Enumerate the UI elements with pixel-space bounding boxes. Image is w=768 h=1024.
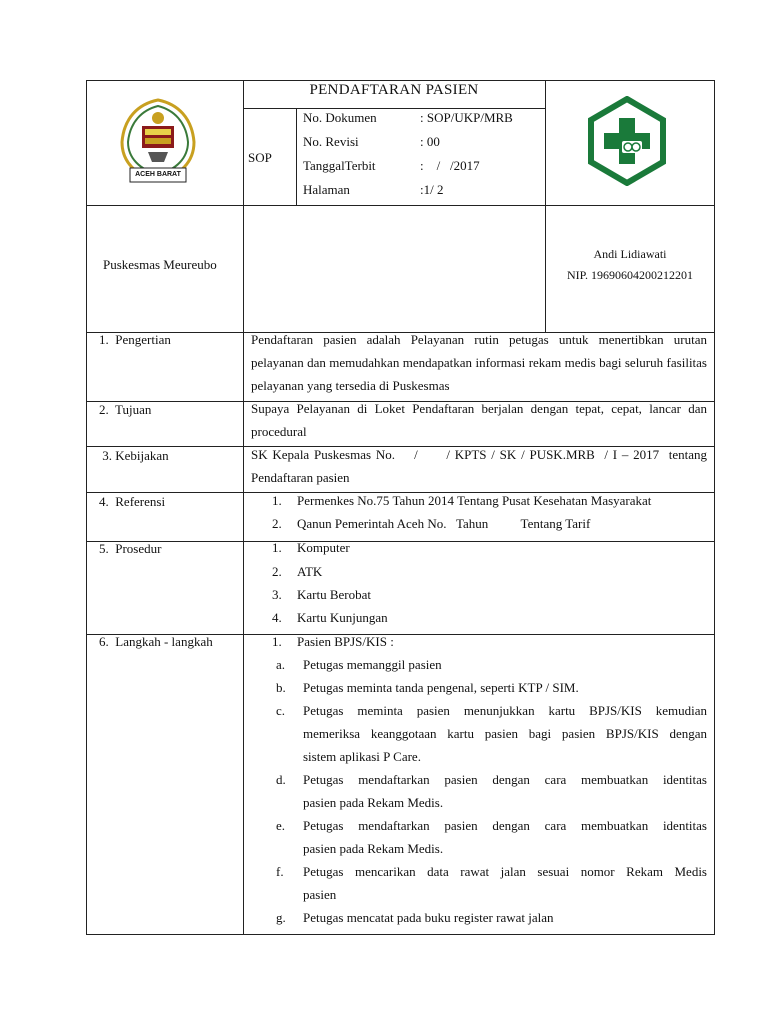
section-label-referensi: 4. Referensi: [99, 494, 166, 509]
emblem-caption: ACEH BARAT: [135, 171, 181, 178]
institution-name: Puskesmas Meureubo: [103, 257, 217, 272]
step-line: Petugas mendaftarkan pasien dengan cara membuatkan identitas: [303, 772, 707, 787]
list-item-number: 4.: [272, 610, 282, 625]
list-item-number: 3.: [272, 587, 282, 602]
section-label-pengertian: 1. Pengertian: [99, 332, 171, 347]
list-item: Qanun Pemerintah Aceh No. Tahun Tentang Tarif: [297, 516, 591, 531]
step-letter: b.: [276, 680, 286, 695]
step-line: Petugas memanggil pasien: [303, 657, 442, 672]
step-line: pasien: [303, 887, 337, 902]
list-item-number: 1.: [272, 540, 282, 555]
step-line: Petugas meminta tanda pengenal, seperti KTP / SIM.: [303, 680, 579, 695]
meta-value: : / /2017: [420, 158, 480, 173]
list-item-number: 1.: [272, 493, 282, 508]
list-item-number: 1.: [272, 634, 282, 649]
meta-label: TanggalTerbit: [303, 158, 376, 173]
signer-name: Andi Lidiawati: [593, 247, 667, 261]
step-line: Petugas meminta pasien menunjukkan kartu BPJS/KIS kemudian: [303, 703, 707, 718]
step-letter: f.: [276, 864, 284, 879]
step-line: Petugas mencatat pada buku register rawat jalan: [303, 910, 554, 925]
list-item-number: 2.: [272, 564, 282, 579]
step-line: memeriksa keanggotaan kartu pasien bagi pasien BPJS/KIS dengan: [303, 726, 707, 741]
step-line: Petugas mendaftarkan pasien dengan cara membuatkan identitas: [303, 818, 707, 833]
meta-value: : 00: [420, 134, 440, 149]
steps-heading: Pasien BPJS/KIS :: [297, 634, 394, 649]
list-item: Kartu Kunjungan: [297, 610, 388, 625]
document-title: PENDAFTARAN PASIEN: [309, 82, 479, 98]
step-letter: c.: [276, 703, 286, 718]
tujuan-text: Supaya Pelayanan di Loket Pendaftaran berjalan dengan tepat, cepat, lancar dan procedural: [251, 401, 707, 439]
meta-value: : SOP/UKP/MRB: [420, 110, 513, 125]
meta-value: :1/ 2: [420, 182, 444, 197]
signer-nip: NIP. 19690604200212201: [566, 268, 693, 282]
meta-label: No. Revisi: [303, 134, 359, 149]
section-label-tujuan: 2. Tujuan: [99, 402, 152, 417]
pengertian-text: Pendaftaran pasien adalah Pelayanan rutin petugas untuk menertibkan urutan pelayanan dan memudahkan mendapatkan informasi rekam medis bagi seluruh fasilitas pelayanan yang tersedia di Puskesmas: [251, 332, 707, 393]
list-item: Komputer: [297, 540, 350, 555]
meta-label: No. Dokumen: [303, 110, 377, 125]
meta-label: Halaman: [303, 182, 350, 197]
list-item-number: 2.: [272, 516, 282, 531]
step-letter: d.: [276, 772, 286, 787]
section-label-langkah: 6. Langkah - langkah: [99, 634, 213, 649]
kebijakan-line: SK Kepala Puskesmas No. / / KPTS / SK / PUSK.MRB / I – 2017 tentang: [251, 447, 707, 462]
step-letter: e.: [276, 818, 286, 833]
step-letter: g.: [276, 910, 286, 925]
section-label-prosedur: 5. Prosedur: [99, 541, 162, 556]
list-item: Permenkes No.75 Tahun 2014 Tentang Pusat Kesehatan Masyarakat: [297, 493, 652, 508]
step-line: sistem aplikasi P Care.: [303, 749, 421, 764]
sop-label: SOP: [248, 150, 272, 165]
puskesmas-logo: [584, 96, 670, 186]
step-line: pasien pada Rekam Medis.: [303, 795, 444, 810]
section-label-kebijakan: 3. Kebijakan: [99, 448, 169, 463]
step-line: pasien pada Rekam Medis.: [303, 841, 444, 856]
step-letter: a.: [276, 657, 286, 672]
list-item: Kartu Berobat: [297, 587, 372, 602]
kebijakan-line: Pendaftaran pasien: [251, 470, 350, 485]
aceh-barat-emblem: [118, 96, 198, 190]
step-line: Petugas mencarikan data rawat jalan sesuai nomor Rekam Medis: [303, 864, 707, 879]
list-item: ATK: [297, 564, 323, 579]
